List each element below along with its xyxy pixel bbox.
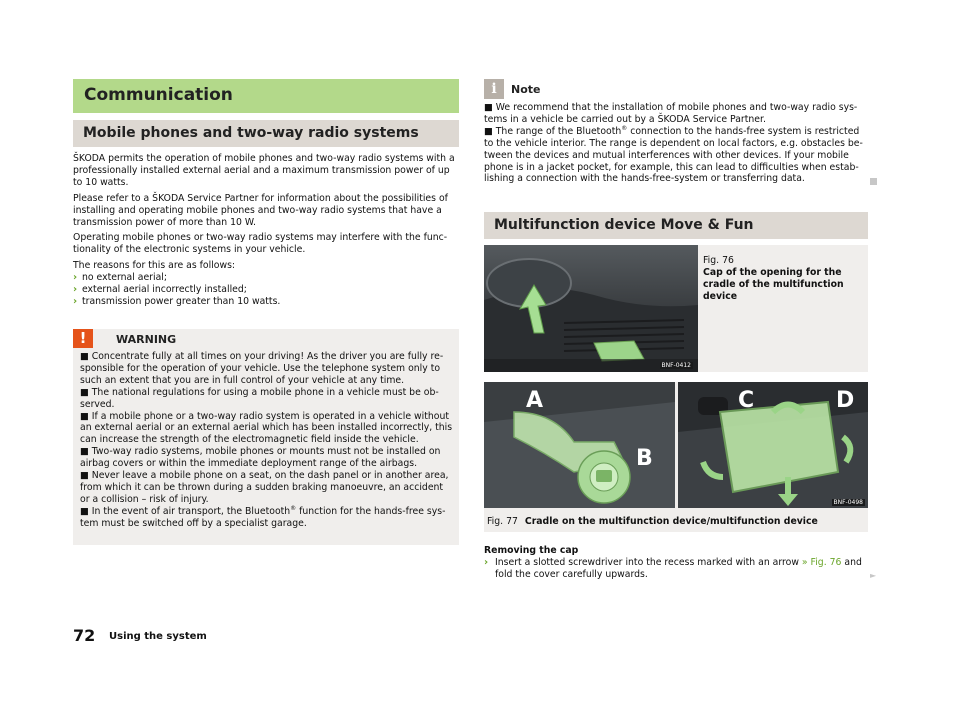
note-item: ■ We recommend that the installation of mobile phones and two-way radio sys-tems in a vehicle be carried out by a ŠKODA Service Partner. bbox=[484, 102, 858, 125]
paragraph: Please refer to a ŠKODA Service Partner for information about the possibilities of installing and operating mobile phones and two-way radio systems that have a transmission power of more than 10 W. bbox=[73, 192, 448, 228]
section-title-bar bbox=[73, 120, 459, 147]
paragraph: Operating mobile phones or two-way radio systems may interfere with the func-tionality of the electronic systems in your vehicle. bbox=[73, 232, 448, 256]
paragraph: The reasons for this are as follows: bbox=[73, 260, 236, 272]
chapter-title: Communication bbox=[84, 85, 233, 105]
removing-heading: Removing the cap bbox=[484, 545, 579, 556]
cradle-illustration bbox=[484, 382, 675, 508]
chevron-right-icon: › bbox=[73, 272, 78, 284]
figure-76-link[interactable]: » Fig. 76 bbox=[801, 557, 842, 568]
chevron-right-icon: › bbox=[73, 295, 78, 307]
warning-title: WARNING bbox=[116, 333, 177, 346]
figure-code: BNF-0412 bbox=[661, 362, 691, 369]
figure-77-number: Fig. 77 bbox=[487, 516, 518, 527]
dashboard-vent-illustration bbox=[484, 245, 698, 372]
warning-item: ■ Never leave a mobile phone on a seat, on the dash panel or in another area, from which it can be thrown during a sudden braking manoeuvre, an accident or a collision – risk of injury. bbox=[80, 470, 449, 505]
note-text bbox=[484, 102, 868, 185]
list-item: › transmission power greater than 10 watts. bbox=[73, 295, 281, 307]
end-of-section-mark bbox=[870, 178, 877, 185]
callout-b: B bbox=[636, 446, 653, 471]
callout-c: C bbox=[738, 388, 755, 413]
section-title: Mobile phones and two-way radio systems bbox=[83, 125, 419, 141]
callout-a: A bbox=[526, 388, 544, 413]
list-item: › external aerial incorrectly installed; bbox=[73, 284, 247, 296]
section-title: Multifunction device Move & Fun bbox=[494, 217, 754, 233]
paragraph: ŠKODA permits the operation of mobile phones and two-way radio systems with a professionally installed external aerial and a maximum transmission power of up to 10 watts. bbox=[73, 153, 455, 188]
footer-section: Using the system bbox=[109, 631, 207, 642]
intro-text bbox=[73, 153, 459, 308]
warning-list bbox=[80, 351, 455, 530]
warning-item: ■ In the event of air transport, the Bluetooth® function for the hands-free sys-tem must be switched off by a specialist garage. bbox=[80, 504, 446, 529]
page-number: 72 bbox=[73, 626, 96, 645]
warning-item: ■ Concentrate fully at all times on your driving! As the driver you are fully re-sponsible for the operation of your vehicle. Use the telephone system only to such an extent that you are in full control of your vehicle at any time. bbox=[80, 351, 444, 386]
note-title: Note bbox=[511, 83, 541, 96]
list-item: › no external aerial; bbox=[73, 272, 167, 284]
step-item: › Insert a slotted screwdriver into the recess marked with an arrow » Fig. 76 and fold the cover carefully upwards. bbox=[484, 557, 862, 580]
figure-77-image-right bbox=[678, 382, 868, 508]
warning-item: ■ Two-way radio systems, mobile phones or mounts must not be installed on airbag covers or within the immediate deployment range of the airbags. bbox=[80, 446, 441, 470]
continue-mark: ► bbox=[870, 571, 877, 580]
info-icon: i bbox=[484, 79, 504, 99]
warning-item: ■ The national regulations for using a mobile phone in a vehicle must be ob-served. bbox=[80, 386, 439, 410]
chevron-right-icon: › bbox=[73, 284, 78, 296]
section-title-bar bbox=[484, 212, 868, 239]
figure-77-caption: Cradle on the multifunction device/multifunction device bbox=[524, 516, 818, 527]
chapter-title-bar bbox=[73, 79, 459, 113]
figure-code: BNF-0498 bbox=[833, 499, 863, 506]
note-item: ■ The range of the Bluetooth® connection to the hands-free system is restricted to the vehicle interior. The range is dependent on local factors, e.g. obstacles be-tween the devices and mutual interferences with other devices. If your mobile phone is in a jacket pocket, for example, this can lead to difficulties when estab-lishing a connection with the hands-free-system or transferring data. bbox=[484, 124, 863, 185]
figure-76-caption: Cap of the opening for the cradle of the multifunction device bbox=[703, 267, 844, 302]
warning-icon: ! bbox=[73, 329, 93, 348]
chevron-right-icon: › bbox=[484, 557, 489, 568]
callout-d: D bbox=[836, 388, 855, 413]
figure-76-number: Fig. 76 bbox=[703, 255, 734, 266]
warning-item: ■ If a mobile phone or a two-way radio system is operated in a vehicle without an external aerial or an external aerial which has been installed incorrectly, this can increase the strength of the electromagnetic field inside the vehicle. bbox=[80, 410, 453, 446]
figure-77-caption-line bbox=[487, 516, 818, 528]
figure-76-image bbox=[484, 245, 698, 372]
figure-77-image-left bbox=[484, 382, 675, 508]
